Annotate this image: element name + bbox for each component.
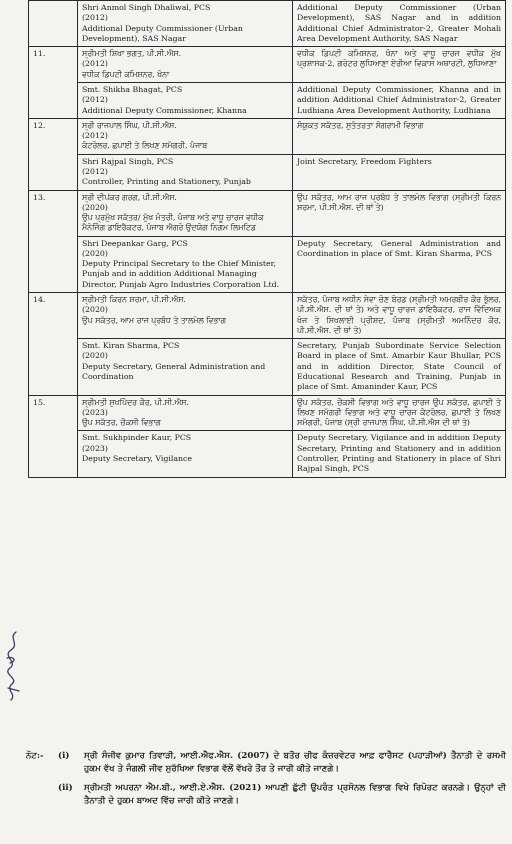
- new-posting-cell: Joint Secretary, Freedom Fighters: [293, 154, 506, 190]
- officer-current-post: ਵਧੀਕ ਡਿਪਟੀ ਕਮਿਸ਼ਨਰ, ਖੰਨਾ: [82, 69, 170, 79]
- table-row: [29, 82, 506, 118]
- officer-name: ਸ੍ਰੀ ਰਾਜਪਾਲ ਸਿੰਘ, ਪੀ.ਸੀ.ਐਸ.: [82, 120, 177, 130]
- note-text: ਸ੍ਰੀਮਤੀ ਅਪਰਨਾ ਐਮ.ਬੀ., ਆਈ.ਏ.ਐਸ. (2021) ਆਪਣੀ ਛੁੱਟੀ ਉਪਰੰਤ ਪ੍ਰਸੋਨਲ ਵਿਭਾਗ ਵਿਖੇ ਰਿਪੋਰਟ ਕਰਨਗੇ। ਉਨ੍ਹਾਂ ਦੀ ਤੈਨਾਤੀ ਦੇ ਹੁਕਮ ਬਾਅਦ ਵਿੱਚ ਜਾਰੀ ਕੀਤੇ ਜਾਣਗੇ।: [84, 782, 506, 806]
- notes-section: [26, 750, 506, 808]
- table-row: [29, 154, 506, 190]
- officer-cell: [78, 431, 293, 477]
- new-posting-cell: ਸਕੱਤਰ, ਪੰਜਾਬ ਅਧੀਨ ਸੇਵਾ ਚੋਣ ਬੋਰਡ (ਸ੍ਰੀਮਤੀ ਅਮਰਬੀਰ ਕੌਰ ਭੁੱਲਰ, ਪੀ.ਸੀ.ਐਸ. ਦੀ ਥਾਂ ਤੇ) ਅਤੇ ਵਾਧੂ ਚਾਰਜ ਡਾਇਰੈਕਟਰ, ਰਾਜ ਵਿੱਦਿਅਕ ਖੋਜ ਤੇ ਸਿਖਲਾਈ ਪ੍ਰੀਸ਼ਦ, ਪੰਜਾਬ (ਸ੍ਰੀਮਤੀ ਅਮਨਿੰਦਰ ਕੌਰ, ਪੀ.ਸੀ.ਐਸ. ਦੀ ਥਾਂ ਤੇ): [293, 293, 506, 339]
- officer-batch: (2012): [82, 59, 108, 69]
- note-item: [26, 750, 506, 776]
- officer-name: Smt. Sukhpinder Kaur, PCS: [82, 433, 192, 443]
- serial-number: 12.: [29, 118, 78, 190]
- serial-number: 14.: [29, 293, 78, 396]
- transfer-order-table: [28, 0, 506, 478]
- officer-cell: [78, 118, 293, 154]
- handwritten-signature-icon: [2, 628, 24, 710]
- officer-batch: (2012): [82, 166, 108, 176]
- officer-current-post: Deputy Secretary, General Administration and Coordination: [82, 361, 266, 381]
- officer-cell: [78, 339, 293, 395]
- officer-current-post: Additional Deputy Commissioner (Urban Development), SAS Nagar: [82, 23, 243, 43]
- new-posting-cell: ਉਪ ਸਕੱਤਰ, ਆਮ ਰਾਜ ਪ੍ਰਬੰਧ ਤੇ ਤਾਲਮੇਲ ਵਿਭਾਗ (ਸ੍ਰੀਮਤੀ ਕਿਰਨ ਸ਼ਰਮਾ, ਪੀ.ਸੀ.ਐਸ. ਦੀ ਥਾਂ ਤੇ): [293, 190, 506, 236]
- officer-batch: (2023): [82, 443, 108, 453]
- new-posting-cell: Deputy Secretary, General Administration and Coordination in place of Smt. Kiran Sharma, PCS: [293, 236, 506, 292]
- new-posting-cell: Additional Deputy Commissioner (Urban Development), SAS Nagar and in addition Additional Chief Administrator-2, Greater Mohali Area Development Authority, SAS Nagar: [293, 1, 506, 47]
- officer-name: ਸ੍ਰੀਮਤੀ ਸ਼ਿਖਾ ਭਗਤ, ਪੀ.ਸੀ.ਐਸ.: [82, 49, 182, 59]
- officer-current-post: Deputy Secretary, Vigilance: [82, 453, 193, 463]
- table-row: [29, 293, 506, 339]
- officer-cell: [78, 236, 293, 292]
- serial-number: 11.: [29, 47, 78, 119]
- note-text: ਸ੍ਰੀ ਸੰਜੀਵ ਕੁਮਾਰ ਤਿਵਾੜੀ, ਆਈ.ਐਫ.ਐਸ. (2007) ਦੇ ਬਤੌਰ ਚੀਫ ਕੰਜ਼ਰਵੇਟਰ ਆਫ਼ ਫਾਰੈਸਟ (ਪਹਾੜੀਆਂ) ਤੈਨਾਤੀ ਦੇ ਰਸਮੀ ਹੁਕਮ ਵੱਖ ਤੇ ਜੰਗਲੀ ਜੀਵ ਸੁਰੱਖਿਆ ਵਿਭਾਗ ਵੱਲੋਂ ਵੱਖਰੇ ਤੌਰ ਤੇ ਜਾਰੀ ਕੀਤੇ ਜਾਣਗੇ।: [84, 751, 506, 774]
- officer-batch: (2020): [82, 248, 108, 258]
- officer-batch: (2020): [82, 305, 108, 315]
- officer-name: Smt. Kiran Sharma, PCS: [82, 341, 180, 351]
- officer-batch: (2012): [82, 13, 108, 23]
- officer-cell: [78, 395, 293, 431]
- new-posting-cell: ਉਪ ਸਕੱਤਰ, ਚੌਕਸੀ ਵਿਭਾਗ ਅਤੇ ਵਾਧੂ ਚਾਰਜ ਉਪ ਸਕੱਤਰ, ਛਪਾਈ ਤੇ ਲਿਖਣ ਸਮੱਗਰੀ ਵਿਭਾਗ ਅਤੇ ਵਾਧੂ ਚਾਰਜ ਕੰਟਰੋਲਰ, ਛਪਾਈ ਤੇ ਲਿਖਣ ਸਮੱਗਰੀ, ਪੰਜਾਬ (ਸ੍ਰੀ ਰਾਜਪਾਲ ਸਿੰਘ, ਪੀ.ਸੀ.ਐਸ ਦੀ ਥਾਂ ਤੇ): [293, 395, 506, 431]
- table-row: [29, 395, 506, 431]
- new-posting-cell: Deputy Secretary, Vigilance and in addition Deputy Secretary, Printing and Stationery and in addition Controller, Printing and Stationery in place of Shri Rajpal Singh, PCS: [293, 431, 506, 477]
- officer-name: ਸ੍ਰੀ ਦੀਪਂਕਰ ਗਰਗ, ਪੀ.ਸੀ.ਐਸ.: [82, 192, 177, 202]
- note-index: (i): [58, 751, 70, 761]
- officer-name: ਸ੍ਰੀਮਤੀ ਸੁਖਪਿੰਦਰ ਕੌਰ, ਪੀ.ਸੀ.ਐਸ.: [82, 397, 189, 407]
- new-posting-cell: Additional Deputy Commissioner, Khanna and in addition Additional Chief Administrator-2, Greater Ludhiana Area Development Authority, Ludhiana: [293, 82, 506, 118]
- table-row: [29, 431, 506, 477]
- officer-cell: [78, 154, 293, 190]
- table-row: [29, 236, 506, 292]
- new-posting-cell: Secretary, Punjab Subordinate Service Selection Board in place of Smt. Amarbir Kaur Bhullar, PCS and in addition Director, State Council of Educational Research and Training, Punjab in place of Smt. Amaninder Kaur, PCS: [293, 339, 506, 395]
- new-posting-cell: ਵਧੀਕ ਡਿਪਟੀ ਕਮਿਸ਼ਨਰ, ਖੰਨਾ ਅਤੇ ਵਾਧੂ ਚਾਰਜ ਵਧੀਕ ਮੁੱਖ ਪ੍ਰਸ਼ਾਸਕ-2, ਗਰੇਟਰ ਲੁਧਿਆਣਾ ਏਰੀਆ ਵਿਕਾਸ ਅਥਾਰਟੀ, ਲੁਧਿਆਣਾ: [293, 47, 506, 83]
- officer-current-post: ਉਪ ਸਕੱਤਰ, ਚੌਕਸੀ ਵਿਭਾਗ: [82, 418, 161, 428]
- serial-number: 13.: [29, 190, 78, 293]
- officer-name: ਸ੍ਰੀਮਤੀ ਕਿਰਨ ਸ਼ਰਮਾ, ਪੀ.ਸੀ.ਐਸ.: [82, 295, 186, 305]
- table-row: [29, 339, 506, 395]
- officer-batch: (2023): [82, 407, 108, 417]
- officer-current-post: ਉਪ ਪ੍ਰਮੁੱਖ ਸਕੱਤਰ/ ਮੁੱਖ ਮੰਤਰੀ, ਪੰਜਾਬ ਅਤੇ ਵਾਧੂ ਚਾਰਜ ਵਧੀਕ ਮੈਨੇਜਿੰਗ ਡਾਇਰੈਕਟਰ, ਪੰਜਾਬ ਐਗਰੋ ਉਦਯੋਗ ਨਿਗਮ ਲਿਮਟਿਡ: [82, 213, 264, 233]
- table-row: [29, 1, 506, 47]
- table-row: [29, 190, 506, 236]
- officer-name: Shri Anmol Singh Dhaliwal, PCS: [82, 3, 211, 12]
- note-item: [26, 782, 506, 808]
- serial-number: [29, 1, 78, 47]
- table-row: [29, 118, 506, 154]
- officer-batch: (2020): [82, 351, 108, 361]
- officer-current-post: Deputy Principal Secretary to the Chief Minister, Punjab and in addition Additional Managing Director, Punjab Agro Industries Corporation Ltd.: [82, 259, 280, 289]
- table-row: [29, 47, 506, 83]
- officer-cell: [78, 190, 293, 236]
- officer-cell: [78, 293, 293, 339]
- officer-current-post: Controller, Printing and Stationery, Punjab: [82, 177, 251, 187]
- officer-current-post: Additional Deputy Commissioner, Khanna: [82, 105, 247, 115]
- officer-name: Shri Rajpal Singh, PCS: [82, 156, 174, 166]
- note-index: (ii): [58, 782, 73, 793]
- officer-name: Smt. Shikha Bhagat, PCS: [82, 84, 183, 94]
- officer-cell: [78, 47, 293, 83]
- officer-cell: [78, 82, 293, 118]
- officer-current-post: ਕੰਟਰੋਲਰ, ਛਪਾਈ ਤੇ ਲਿਖਣ ਸਮੱਗਰੀ, ਪੰਜਾਬ: [82, 141, 208, 151]
- officer-batch: (2012): [82, 95, 108, 105]
- officer-batch: (2012): [82, 131, 108, 141]
- notes-label: ਨੋਟ:-: [26, 751, 44, 761]
- officer-batch: (2020): [82, 202, 108, 212]
- officer-current-post: ਉਪ ਸਕੱਤਰ, ਆਮ ਰਾਜ ਪ੍ਰਬੰਧ ਤੇ ਤਾਲਮੇਲ ਵਿਭਾਗ: [82, 315, 226, 325]
- officer-name: Shri Deepankar Garg, PCS: [82, 238, 188, 248]
- officer-cell: [78, 1, 293, 47]
- serial-number: 15.: [29, 395, 78, 477]
- new-posting-cell: ਸੰਯੁਕਤ ਸਕੱਤਰ, ਸੁਤੰਤਰਤਾ ਸੰਗਰਾਮੀ ਵਿਭਾਗ: [293, 118, 506, 154]
